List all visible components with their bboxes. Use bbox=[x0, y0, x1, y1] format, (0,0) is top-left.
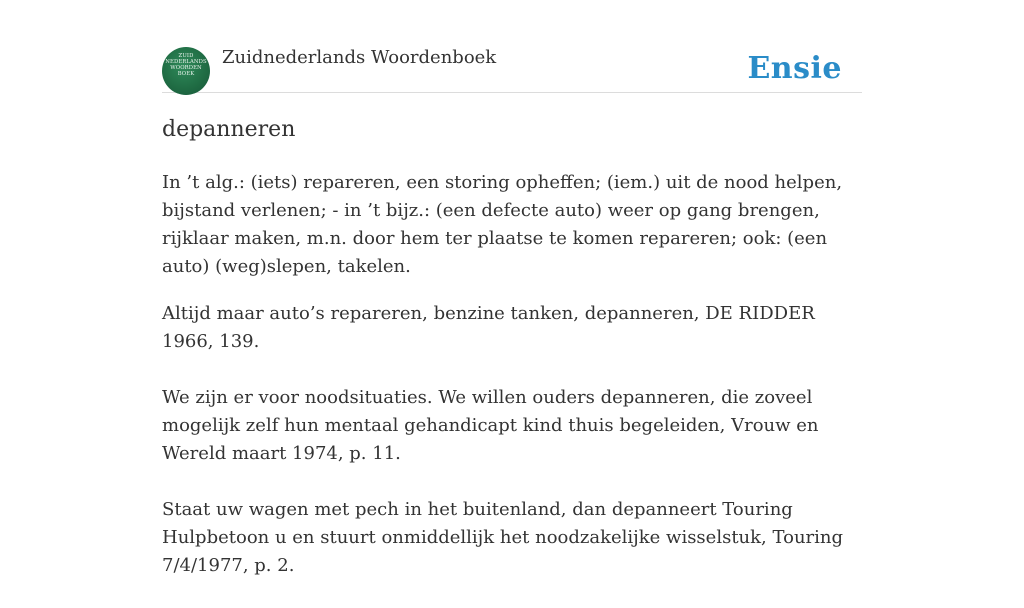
entry-content bbox=[162, 169, 862, 608]
citation-text: Staat uw wagen met pech in het buitenland, dan depanneert Touring Hulpbetoon u en stuurt onmiddellijk het noodzakelijke wisselstuk, Touring 7/4/1977, p. 2. bbox=[162, 499, 844, 576]
source-logo[interactable] bbox=[162, 47, 210, 95]
logo-text bbox=[162, 53, 210, 77]
definition-text: In ’t alg.: (iets) repareren, een storing opheffen; (iem.) uit de nood helpen, bijstand verlenen; - in ’t bijz.: (een defecte auto) weer op gang brengen, rijklaar maken, m.n. door hem ter plaatse te komen repareren; ook: (een auto) (weg)slepen, takelen. bbox=[162, 172, 843, 277]
citation-text: Altijd maar auto’s repareren, benzine tanken, depanneren, DE RIDDER 1966, 139. bbox=[162, 303, 815, 352]
logo-line: NEDERLANDS bbox=[165, 59, 207, 65]
page-title: depanneren bbox=[162, 117, 296, 142]
header bbox=[162, 44, 862, 93]
logo-line: WOORDEN bbox=[170, 65, 202, 71]
source-title[interactable]: Zuidnederlands Woordenboek bbox=[222, 47, 497, 68]
citation-text: We zijn er voor noodsituaties. We willen ouders depanneren, die zoveel mogelijk zelf hun mentaal gehandicapt kind thuis begeleiden, Vrouw en Wereld maart 1974, p. 11. bbox=[162, 387, 819, 464]
brand-logo[interactable]: Ensie bbox=[747, 51, 842, 86]
logo-line: BOEK bbox=[177, 71, 195, 77]
logo-line: ZUID bbox=[178, 53, 194, 59]
